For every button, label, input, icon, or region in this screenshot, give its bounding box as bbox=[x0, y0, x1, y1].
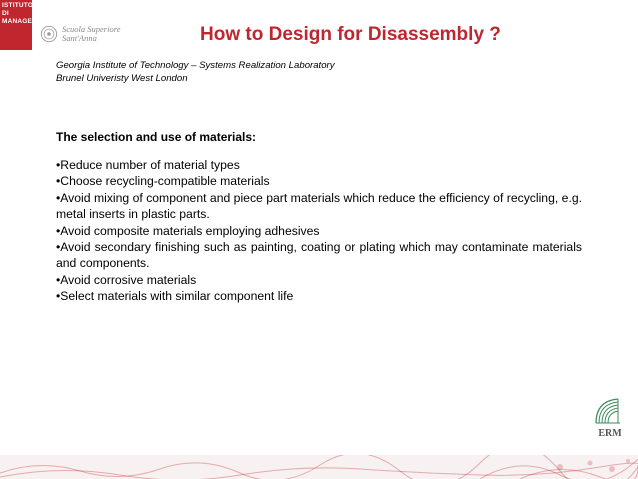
logo-line-2: DI MANAGEMENT bbox=[2, 10, 52, 25]
bullet-item: •Avoid corrosive materials bbox=[56, 272, 197, 287]
affiliations bbox=[56, 59, 335, 85]
scuola-line-1: Scuola Superiore bbox=[62, 24, 121, 34]
affiliation-2: Brunel Univeristy West London bbox=[56, 73, 188, 84]
istituto-logo bbox=[0, 0, 52, 50]
scuola-logo bbox=[40, 22, 140, 48]
decorative-footer-band bbox=[0, 455, 638, 479]
affiliation-1: Georgia Institute of Technology – Systems Realization Laboratory bbox=[56, 60, 335, 71]
bullet-item: •Reduce number of material types bbox=[56, 158, 240, 172]
scuola-line-2: Sant'Anna bbox=[62, 33, 97, 43]
erm-logo-text: ERM bbox=[598, 428, 622, 439]
bullet-list bbox=[56, 157, 582, 305]
scuola-name bbox=[62, 25, 120, 43]
bullet-item: •Avoid mixing of component and piece part materials which reduce the efficiency of recycling, e.g. metal inserts in plastic parts. bbox=[56, 190, 582, 222]
seal-icon bbox=[40, 25, 58, 43]
page-title: How to Design for Disassembly ? bbox=[200, 24, 501, 45]
section-heading: The selection and use of materials: bbox=[56, 130, 257, 144]
bullet-item: •Avoid composite materials employing adhesives bbox=[56, 223, 320, 238]
erm-logo bbox=[590, 393, 630, 443]
bullet-item: •Select materials with similar component life bbox=[56, 289, 294, 304]
logo-line-1: ISTITUTO bbox=[2, 2, 34, 9]
bullet-item: •Avoid secondary finishing such as painting, coating or plating which may contaminate materials and components. bbox=[56, 240, 582, 271]
erm-emblem-icon bbox=[596, 399, 620, 423]
bullet-item: •Choose recycling-compatible materials bbox=[56, 174, 270, 189]
